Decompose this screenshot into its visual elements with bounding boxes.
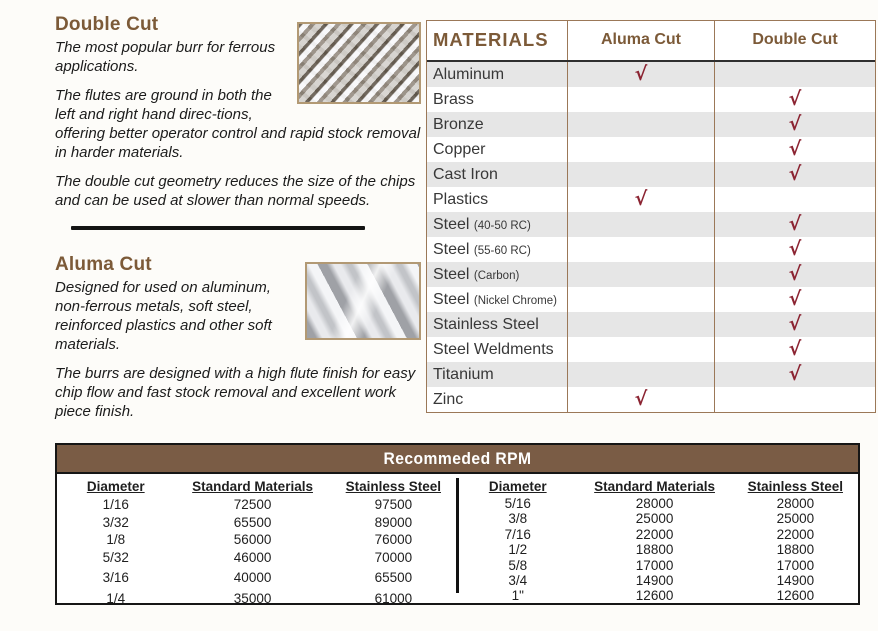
- rpm-row: [61, 531, 452, 549]
- material-name-cell: [427, 187, 568, 212]
- standard-rpm-value: 40000: [233, 570, 272, 585]
- diameter-value: 7/16: [504, 526, 531, 542]
- standard-rpm-value: 25000: [635, 511, 674, 527]
- material-name-cell: [427, 262, 568, 287]
- aluma-cut-column-header: Aluma Cut: [568, 21, 715, 60]
- stainless-steel-header: Stainless Steel: [345, 479, 441, 494]
- material-name-cell: [427, 212, 568, 237]
- diameter-value: 5/16: [504, 496, 531, 511]
- double-cut-burr-photo: [297, 22, 421, 104]
- standard-rpm-value: 46000: [233, 549, 272, 565]
- aluma-cut-section: [55, 254, 421, 421]
- material-name-cell: [427, 137, 568, 162]
- diameter-header: Diameter: [488, 479, 547, 494]
- diameter-value: 5/32: [102, 549, 129, 565]
- double-check-cell: √: [788, 88, 802, 110]
- material-name-cell: [427, 87, 568, 112]
- stainless-rpm-value: 14900: [776, 573, 815, 589]
- material-name: Steel: [433, 216, 470, 233]
- stainless-rpm-value: 89000: [374, 514, 413, 530]
- rpm-body: [57, 472, 858, 606]
- material-name-cell: [427, 237, 568, 262]
- material-name: Plastics: [433, 191, 489, 208]
- material-name-cell: [427, 112, 568, 137]
- rpm-row: [463, 496, 854, 511]
- aluma-check-cell: [568, 262, 715, 287]
- double-check-cell: √: [788, 113, 802, 135]
- stainless-rpm-value: 18800: [776, 542, 815, 558]
- double-cut-section: [55, 14, 421, 210]
- diameter-value: 1/2: [508, 542, 528, 558]
- material-row: [427, 112, 875, 137]
- rpm-row: [61, 549, 452, 567]
- diameter-value: 3/32: [102, 514, 129, 530]
- material-name: Aluminum: [433, 66, 505, 83]
- aluma-cut-paragraph-2: The burrs are designed with a high flute finish for easy chip flow and fast stock removal and excellent work piece finish.: [55, 365, 416, 420]
- diameter-value: 1/16: [102, 497, 129, 512]
- rpm-row: [463, 542, 854, 557]
- rpm-row: [463, 558, 854, 573]
- material-row: [427, 287, 875, 312]
- stainless-rpm-value: 65500: [374, 570, 413, 585]
- rpm-row: [61, 569, 452, 587]
- material-sub-label: (Nickel Chrome): [473, 295, 557, 307]
- standard-rpm-value: 35000: [233, 590, 272, 606]
- aluma-check-cell: [568, 162, 715, 187]
- standard-rpm-value: 18800: [635, 542, 674, 558]
- rpm-row: [61, 496, 452, 514]
- rpm-row: [463, 588, 854, 603]
- double-check-cell: √: [788, 263, 802, 285]
- material-sub-label: (40-50 RC): [473, 220, 531, 232]
- double-check-cell: √: [788, 288, 802, 310]
- aluma-check-cell: [568, 87, 715, 112]
- stainless-rpm-value: 76000: [374, 532, 413, 547]
- double-check-cell: √: [788, 213, 802, 235]
- rpm-row: [463, 527, 854, 542]
- standard-materials-header: Standard Materials: [594, 479, 715, 494]
- aluma-check-cell: [568, 112, 715, 137]
- diameter-value: 5/8: [508, 557, 528, 573]
- diameter-value: 3/8: [508, 511, 528, 527]
- materials-table-header: [427, 21, 875, 62]
- rpm-table-right: [459, 478, 858, 604]
- aluma-cut-heading: Aluma Cut: [55, 254, 152, 275]
- aluma-check-cell: [568, 212, 715, 237]
- aluma-check-cell: [568, 137, 715, 162]
- stainless-rpm-value: 22000: [776, 526, 815, 542]
- material-name: Zinc: [433, 391, 464, 408]
- stainless-rpm-value: 61000: [374, 590, 413, 606]
- material-name-cell: [427, 362, 568, 387]
- rpm-right-header-row: [463, 478, 854, 496]
- aluma-check-cell: [568, 312, 715, 337]
- material-row: [427, 137, 875, 162]
- stainless-steel-header: Stainless Steel: [747, 479, 843, 494]
- stainless-rpm-value: 17000: [776, 557, 815, 573]
- double-check-cell: [715, 187, 875, 212]
- stainless-rpm-value: 25000: [776, 511, 815, 527]
- aluma-check-cell: √: [568, 62, 715, 87]
- double-check-cell: [715, 387, 875, 412]
- material-name: Steel: [433, 241, 470, 258]
- diameter-value: 1/4: [106, 590, 126, 606]
- standard-rpm-value: 28000: [635, 496, 674, 511]
- material-row: [427, 237, 875, 262]
- material-row: [427, 262, 875, 287]
- standard-rpm-value: 56000: [233, 532, 272, 547]
- rpm-table-left: [57, 478, 456, 606]
- rpm-left-header-row: [61, 478, 452, 496]
- diameter-value: 1": [511, 588, 524, 604]
- aluma-check-cell: √: [568, 187, 715, 212]
- material-name-cell: [427, 387, 568, 412]
- material-row: [427, 312, 875, 337]
- double-cut-heading: Double Cut: [55, 14, 159, 35]
- rpm-left-rows: [61, 496, 452, 607]
- stainless-rpm-value: 97500: [374, 497, 413, 512]
- double-check-cell: √: [788, 363, 802, 385]
- double-check-cell: √: [788, 313, 802, 335]
- material-name-cell: [427, 62, 568, 87]
- rpm-header-band: [57, 445, 858, 472]
- material-name: Bronze: [433, 116, 484, 133]
- material-row: [427, 387, 875, 412]
- material-row: [427, 187, 875, 212]
- standard-materials-header: Standard Materials: [192, 479, 313, 494]
- standard-rpm-value: 14900: [635, 573, 674, 589]
- diameter-value: 3/16: [102, 570, 129, 585]
- double-check-cell: √: [788, 138, 802, 160]
- material-sub-label: (Carbon): [473, 270, 520, 282]
- material-name-cell: [427, 312, 568, 337]
- double-cut-paragraph-2: The flutes are ground in both the left and right hand direc-tions, offering better operator control and rapid stock removal in harder materials.: [55, 87, 421, 161]
- diameter-value: 1/8: [106, 532, 126, 547]
- rpm-row: [463, 511, 854, 526]
- standard-rpm-value: 17000: [635, 557, 674, 573]
- materials-table: [426, 20, 876, 413]
- rpm-section: [55, 443, 860, 605]
- aluma-check-cell: [568, 237, 715, 262]
- double-check-cell: √: [788, 338, 802, 360]
- materials-title: MATERIALS: [427, 21, 568, 60]
- material-row: [427, 62, 875, 87]
- aluma-check-cell: [568, 337, 715, 362]
- standard-rpm-value: 72500: [233, 497, 272, 512]
- material-name-cell: [427, 337, 568, 362]
- diameter-value: 3/4: [508, 573, 528, 589]
- rpm-row: [463, 573, 854, 588]
- standard-rpm-value: 22000: [635, 526, 674, 542]
- double-check-cell: [715, 62, 875, 87]
- rpm-right-rows: [463, 496, 854, 604]
- material-row: [427, 87, 875, 112]
- materials-table-body: [427, 62, 875, 412]
- aluma-cut-burr-photo: [305, 262, 421, 340]
- material-name-cell: [427, 287, 568, 312]
- standard-rpm-value: 12600: [635, 588, 674, 604]
- material-row: [427, 337, 875, 362]
- stainless-rpm-value: 28000: [776, 496, 815, 511]
- rpm-title: Recommeded RPM: [383, 448, 532, 468]
- material-row: [427, 212, 875, 237]
- material-name: Steel: [433, 291, 470, 308]
- stainless-rpm-value: 70000: [374, 549, 413, 565]
- material-name: Steel: [433, 266, 470, 283]
- aluma-check-cell: √: [568, 387, 715, 412]
- material-name-cell: [427, 162, 568, 187]
- material-name: Cast Iron: [433, 166, 498, 183]
- section-divider: [71, 226, 365, 230]
- material-name: Stainless Steel: [433, 316, 539, 333]
- double-check-cell: √: [788, 238, 802, 260]
- double-cut-column-header: Double Cut: [752, 31, 838, 48]
- aluma-check-cell: [568, 362, 715, 387]
- material-row: [427, 362, 875, 387]
- diameter-header: Diameter: [86, 479, 145, 494]
- material-name: Copper: [433, 141, 486, 158]
- material-name: Titanium: [433, 366, 494, 383]
- double-cut-paragraph-3: The double cut geometry reduces the size of the chips and can be used at slower than normal speeds.: [55, 173, 416, 209]
- rpm-row: [61, 590, 452, 608]
- material-name: Steel Weldments: [433, 341, 554, 358]
- double-cut-paragraph-1: The most popular burr for ferrous applications.: [55, 39, 276, 75]
- left-column: [55, 14, 421, 431]
- stainless-rpm-value: 12600: [776, 588, 815, 604]
- material-name: Brass: [433, 91, 474, 108]
- standard-rpm-value: 65500: [233, 514, 272, 530]
- aluma-check-cell: [568, 287, 715, 312]
- rpm-row: [61, 514, 452, 532]
- material-sub-label: (55-60 RC): [473, 245, 531, 257]
- double-check-cell: √: [788, 163, 802, 185]
- material-row: [427, 162, 875, 187]
- aluma-cut-paragraph-1: Designed for used on aluminum, non-ferrous metals, soft steel, reinforced plastics and other soft materials.: [55, 279, 272, 353]
